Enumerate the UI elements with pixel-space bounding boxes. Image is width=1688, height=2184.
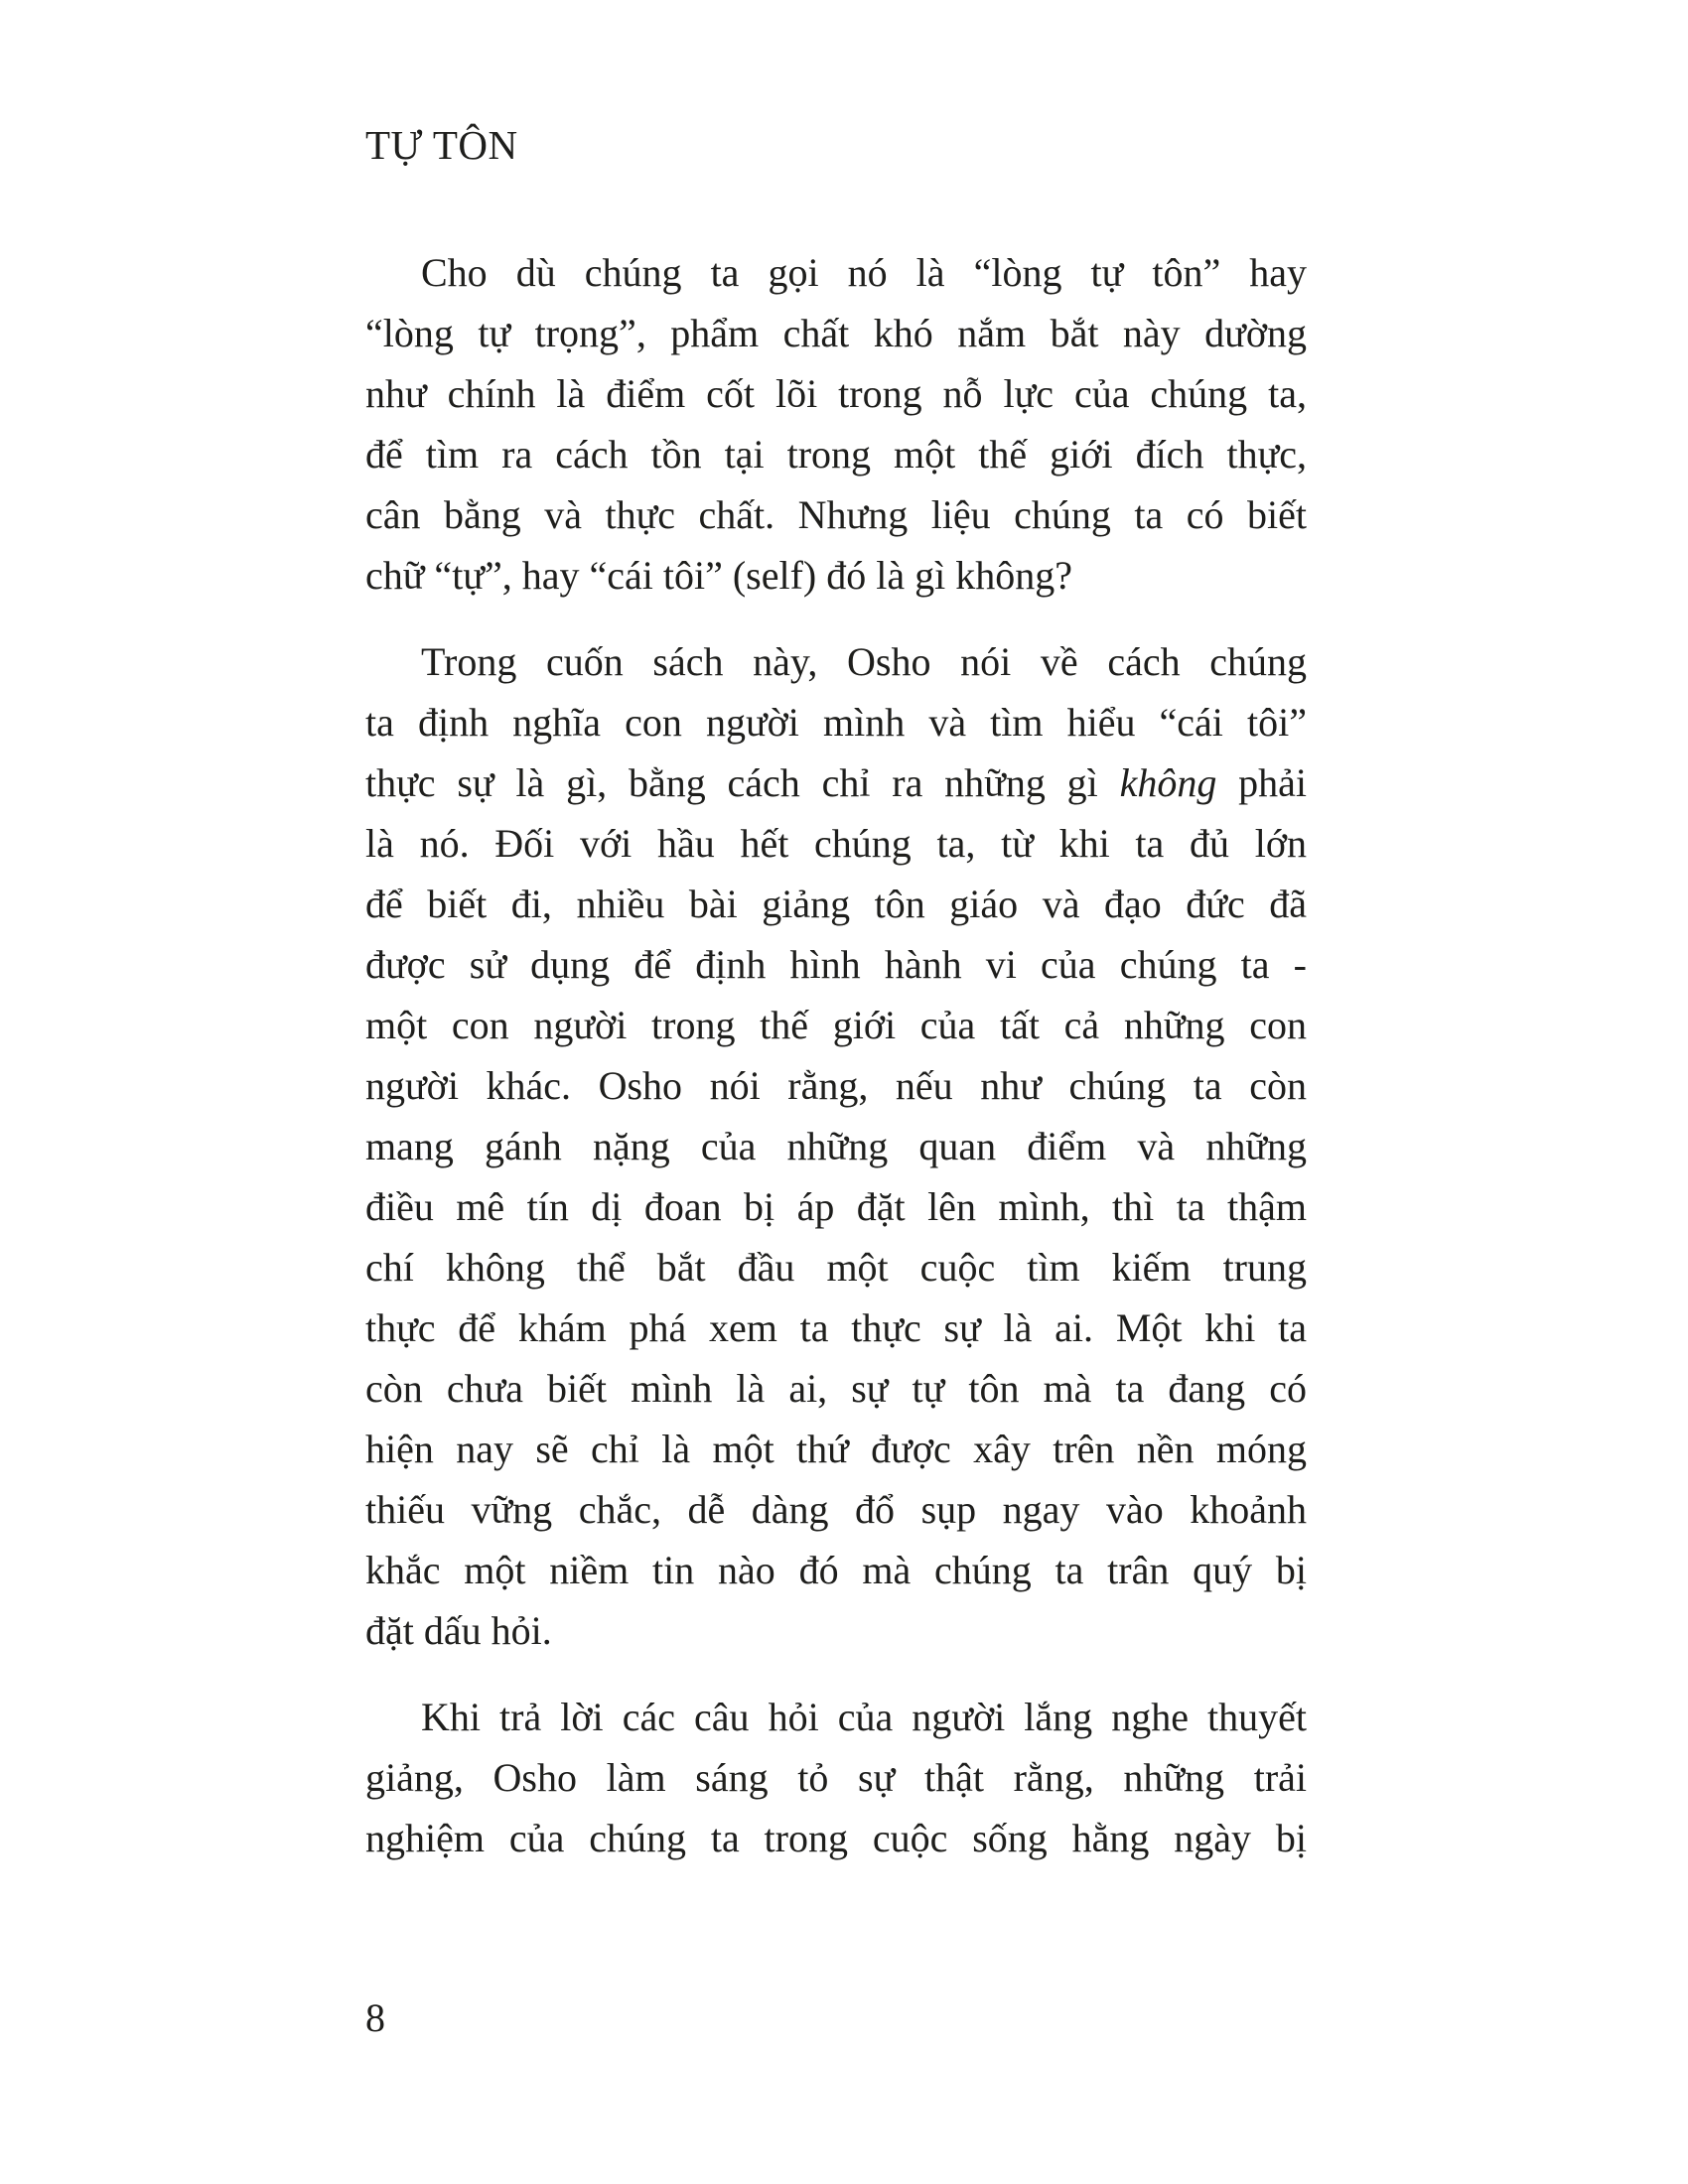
text-run: để tìm ra cách tồn tại trong một thế giới đích thực, <box>365 432 1307 477</box>
text-line <box>365 813 1307 874</box>
text-run: phải <box>1216 760 1307 805</box>
text-run: mang gánh nặng của những quan điểm và những <box>365 1124 1307 1168</box>
text-line <box>365 363 1307 424</box>
page-body <box>365 242 1307 1894</box>
text-run: Cho dù chúng ta gọi nó là “lòng tự tôn” hay <box>421 250 1307 295</box>
text-line <box>365 303 1307 363</box>
text-line <box>365 874 1307 934</box>
text-line <box>365 545 1307 606</box>
text-run: được sử dụng để định hình hành vi của chúng ta - <box>365 942 1307 987</box>
italic-text: không <box>1119 760 1217 805</box>
text-line <box>365 1540 1307 1600</box>
text-run: còn chưa biết mình là ai, sự tự tôn mà ta đang có <box>365 1366 1307 1411</box>
text-line <box>365 934 1307 995</box>
paragraph <box>365 631 1307 1661</box>
text-line <box>365 995 1307 1055</box>
text-line <box>365 692 1307 752</box>
text-run: để biết đi, nhiều bài giảng tôn giáo và đạo đức đã <box>365 882 1307 926</box>
text-run: cân bằng và thực chất. Nhưng liệu chúng ta có biết <box>365 492 1307 537</box>
text-run: người khác. Osho nói rằng, nếu như chúng ta còn <box>365 1063 1307 1108</box>
text-line <box>365 1358 1307 1419</box>
text-run: thực sự là gì, bằng cách chỉ ra những gì <box>365 760 1120 805</box>
text-run: chữ “tự”, hay “cái tôi” (self) đó là gì không? <box>365 553 1072 598</box>
text-line <box>365 1747 1307 1808</box>
text-run: một con người trong thế giới của tất cả những con <box>365 1003 1307 1047</box>
text-line <box>365 1479 1307 1540</box>
text-line <box>365 1297 1307 1358</box>
text-line <box>365 752 1307 813</box>
text-run: thực để khám phá xem ta thực sự là ai. Một khi ta <box>365 1305 1307 1350</box>
paragraph <box>365 242 1307 606</box>
page-number: 8 <box>365 1995 385 2040</box>
text-run: chí không thể bắt đầu một cuộc tìm kiếm trung <box>365 1245 1307 1290</box>
text-line <box>365 1116 1307 1176</box>
text-line <box>365 1600 1307 1661</box>
text-run: ta định nghĩa con người mình và tìm hiểu “cái tôi” <box>365 700 1307 745</box>
text-line <box>365 484 1307 545</box>
text-run: giảng, Osho làm sáng tỏ sự thật rằng, những trải <box>365 1755 1307 1800</box>
text-line <box>365 424 1307 484</box>
text-run: nghiệm của chúng ta trong cuộc sống hằng ngày bị <box>365 1816 1307 1860</box>
paragraph <box>365 1687 1307 1868</box>
text-run: khắc một niềm tin nào đó mà chúng ta trân quý bị <box>365 1548 1307 1592</box>
running-header: TỰ TÔN <box>365 122 518 168</box>
text-line <box>365 1176 1307 1237</box>
text-run: Khi trả lời các câu hỏi của người lắng nghe thuyết <box>421 1695 1307 1739</box>
text-line <box>365 1237 1307 1297</box>
text-run: hiện nay sẽ chỉ là một thứ được xây trên nền móng <box>365 1427 1307 1471</box>
text-line <box>365 1055 1307 1116</box>
text-line <box>365 631 1307 692</box>
text-run: Trong cuốn sách này, Osho nói về cách chúng <box>421 639 1307 684</box>
text-line <box>365 242 1307 303</box>
text-line <box>365 1808 1307 1868</box>
text-run: là nó. Đối với hầu hết chúng ta, từ khi ta đủ lớn <box>365 821 1307 866</box>
text-run: “lòng tự trọng”, phẩm chất khó nắm bắt này dường <box>365 311 1307 355</box>
text-run: thiếu vững chắc, dễ dàng đổ sụp ngay vào khoảnh <box>365 1487 1307 1532</box>
text-line <box>365 1687 1307 1747</box>
text-run: đặt dấu hỏi. <box>365 1608 552 1653</box>
text-run: điều mê tín dị đoan bị áp đặt lên mình, thì ta thậm <box>365 1184 1307 1229</box>
text-run: như chính là điểm cốt lõi trong nỗ lực của chúng ta, <box>365 371 1307 416</box>
text-line <box>365 1419 1307 1479</box>
